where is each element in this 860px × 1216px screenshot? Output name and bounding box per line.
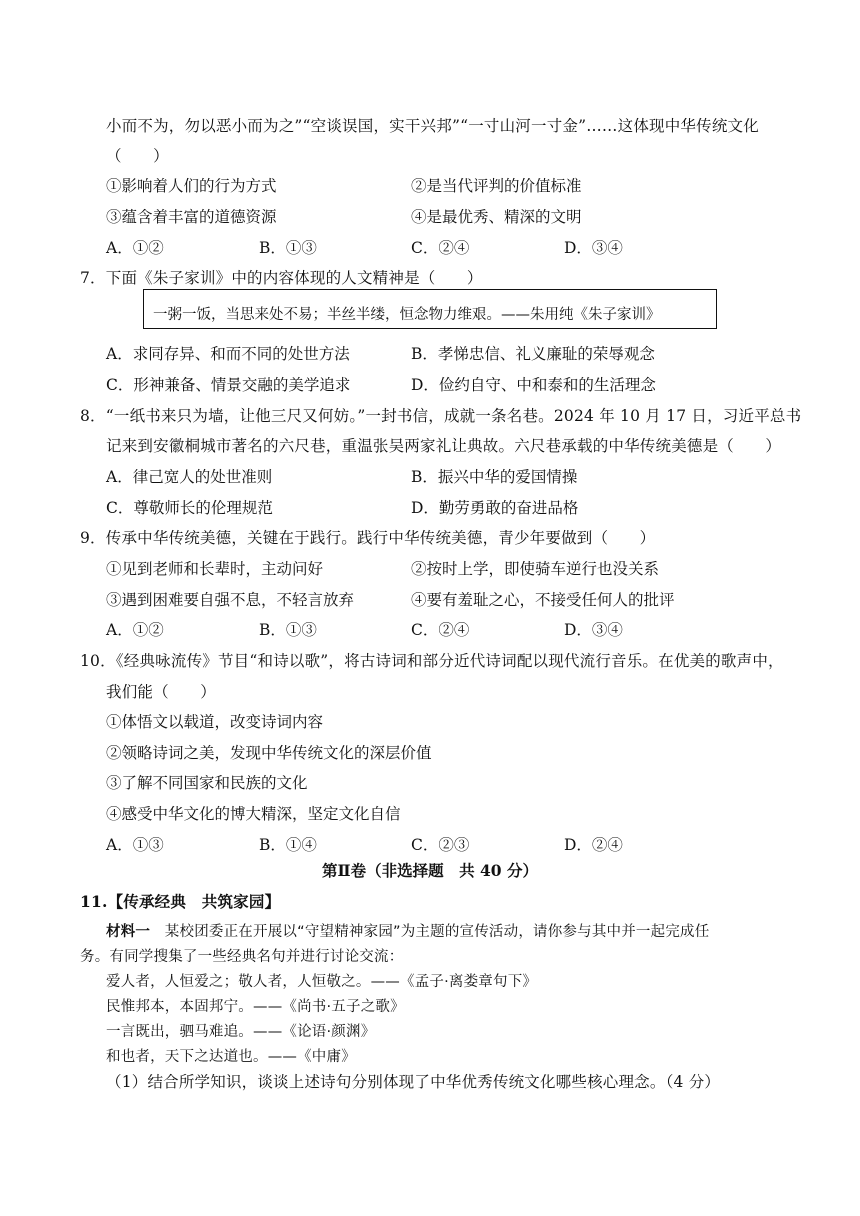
- q11-quote-1: 爱人者，人恒爱之；敬人者，人恒敬之。——《孟子·离娄章句下》: [106, 974, 538, 990]
- q11-material-label: 材料一: [106, 924, 151, 940]
- q10-stem-line2: 我们能（ ）: [106, 683, 216, 701]
- q6-choice-d: D．③④: [564, 239, 623, 257]
- q10-choice-a: A．①③: [106, 836, 164, 854]
- q6-paren: （ ）: [106, 147, 169, 165]
- part2-title: 第Ⅱ卷（非选择题 共 40 分）: [322, 861, 538, 880]
- q9-choice-b: B．①③: [259, 621, 317, 639]
- q11-sub1: （1）结合所学知识，谈谈上述诗句分别体现了中华优秀传统文化哪些核心理念。（4 分）: [106, 1073, 721, 1091]
- q11-quote-4: 和也者，天下之达道也。——《中庸》: [106, 1049, 356, 1065]
- q9-stem: 9．传承中华传统美德，关键在于践行。践行中华传统美德，青少年要做到（ ）: [80, 529, 656, 547]
- q8-stem-line2: 记来到安徽桐城市著名的六尺巷，重温张吴两家礼让典故。六尺巷承载的中华传统美德是（ ）: [106, 437, 782, 455]
- q10-item-4: ④感受中华文化的博大精深，坚定文化自信: [106, 805, 401, 823]
- q9-choice-c: C．②④: [411, 621, 470, 639]
- q6-item-1: ①影响着人们的行为方式: [106, 177, 277, 195]
- q8-choice-c: C．尊敬师长的伦理规范: [106, 499, 273, 517]
- q10-stem-line1: 10．《经典咏流传》节目“和诗以歌”，将古诗词和部分近代诗词配以现代流行音乐。在优美的歌声中，: [80, 652, 784, 670]
- q9-item-3: ③遇到困难要自强不息，不轻言放弃: [106, 591, 355, 609]
- q6-item-4: ④是最优秀、精深的文明: [411, 208, 582, 226]
- q6-item-3: ③蕴含着丰富的道德资源: [106, 208, 277, 226]
- q9-choice-a: A．①②: [106, 621, 164, 639]
- q10-item-1: ①体悟文以载道，改变诗词内容: [106, 713, 324, 731]
- q10-item-3: ③了解不同国家和民族的文化: [106, 774, 308, 792]
- q8-choice-d: D．勤劳勇敢的奋进品格: [411, 499, 579, 517]
- q8-stem-line1: 8．“一纸书来只为墙，让他三尺又何妨。”一封书信，成就一条名巷。2024 年 10 月 17 日，习近平总书: [80, 407, 802, 425]
- q7-stem: 7．下面《朱子家训》中的内容体现的人文精神是（ ）: [80, 269, 483, 287]
- q8-choice-b: B．振兴中华的爱国情操: [411, 468, 578, 486]
- q10-choice-c: C．②③: [411, 836, 470, 854]
- q7-choice-d: D．俭约自守、中和泰和的生活理念: [411, 376, 656, 394]
- q6-choice-b: B．①③: [259, 239, 317, 257]
- q9-item-2: ②按时上学，即使骑车逆行也没关系: [411, 560, 660, 578]
- q11-material-line2: 务。有同学搜集了一些经典名句并进行讨论交流：: [80, 949, 404, 965]
- q7-choice-a: A．求同存异、和而不同的处世方法: [106, 345, 350, 363]
- q10-item-2: ②领略诗词之美，发现中华传统文化的深层价值: [106, 744, 432, 762]
- q10-choice-d: D．②④: [564, 836, 623, 854]
- q6-stem-tail: 小而不为，勿以恶小而为之”“空谈误国，实干兴邦”“一寸山河一寸金”……这体现中华传统文化: [106, 117, 759, 135]
- q7-quote: 一粥一饭，当思来处不易；半丝半缕，恒念物力维艰。——朱用纯《朱子家训》: [153, 307, 661, 323]
- q10-choice-b: B．①④: [259, 836, 317, 854]
- q11-material-line1: [106, 922, 709, 942]
- q6-choice-a: A．①②: [106, 239, 164, 257]
- q8-choice-a: A．律己宽人的处世准则: [106, 468, 273, 486]
- q11-quote-3: 一言既出，驷马难追。——《论语·颜渊》: [106, 1024, 376, 1040]
- q7-choice-b: B．孝悌忠信、礼义廉耻的荣辱观念: [411, 345, 655, 363]
- q11-material-text: 某校团委正在开展以“守望精神家园”为主题的宣传活动，请你参与其中并一起完成任: [150, 924, 710, 940]
- q6-item-2: ②是当代评判的价值标准: [411, 177, 582, 195]
- q9-item-4: ④要有羞耻之心，不接受任何人的批评: [411, 591, 675, 609]
- q11-heading: 11.【传承经典 共筑家园】: [80, 892, 281, 911]
- q9-choice-d: D．③④: [564, 621, 623, 639]
- q9-item-1: ①见到老师和长辈时，主动问好: [106, 560, 324, 578]
- q7-choice-c: C．形神兼备、情景交融的美学追求: [106, 376, 351, 394]
- q11-quote-2: 民惟邦本，本固邦宁。——《尚书·五子之歌》: [106, 999, 405, 1015]
- q6-choice-c: C．②④: [411, 239, 470, 257]
